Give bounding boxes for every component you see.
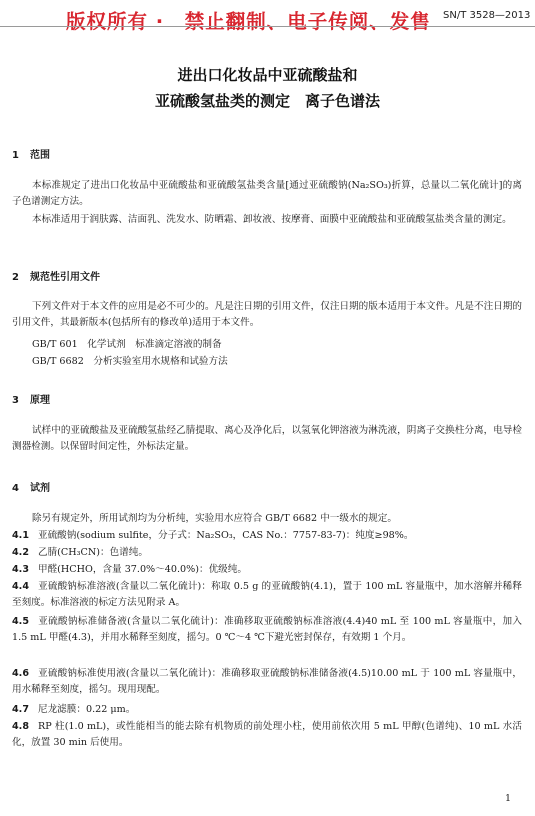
section-title: 规范性引用文件	[30, 272, 100, 283]
clause-number: 4.4	[12, 581, 29, 592]
section-number: 1	[12, 150, 19, 161]
header-rule	[0, 26, 535, 27]
reagent-item	[12, 528, 522, 544]
document-title-line2: 亚硫酸氢盐类的测定 离子色谱法	[154, 92, 380, 110]
reagent-item	[12, 702, 522, 718]
reagent-item	[12, 579, 522, 612]
clause-number: 4.8	[12, 721, 29, 732]
reagent-item	[12, 719, 522, 752]
page-number: 1	[505, 793, 512, 804]
clause-number: 4.6	[12, 668, 29, 679]
reagent-item	[12, 666, 522, 699]
section-title: 试剂	[30, 483, 50, 494]
clause-number: 4.1	[12, 530, 29, 541]
section-heading-reagents	[12, 479, 50, 494]
references-paragraph: 下列文件对于本文件的应用是必不可少的。凡是注日期的引用文件，仅注日期的版本适用于本文件。凡是不注日期的引用文件，其最新版本(包括所有的修改单)适用于本文件。	[12, 301, 522, 329]
section-number: 2	[12, 272, 19, 283]
reference-item: GB/T 6682 分析实验室用水规格和试验方法	[32, 356, 228, 367]
clause-text: 尼龙滤膜：0.22 μm。	[38, 704, 136, 715]
section-heading-principle	[12, 391, 50, 406]
copyright-watermark: 版权所有 · 禁止翻制、电子传阅、发售	[66, 10, 431, 33]
clause-text: RP 柱(1.0 mL)，或性能相当的能去除有机物质的前处理小柱，使用前依次用 5 mL 甲醇(色谱纯)、10 mL 水活化，放置 30 min 后使用。	[12, 721, 522, 749]
clause-text: 亚硫酸钠标准溶液(含量以二氧化硫计)：称取 0.5 g 的亚硫酸钠(4.1)，置于 100 mL 容量瓶中，加水溶解并稀释至刻度。标准溶液的标定方法见附录 A。	[12, 581, 522, 609]
clause-text: 甲醛(HCHO，含量 37.0%～40.0%)：优级纯。	[38, 564, 247, 575]
section-heading-references	[12, 268, 100, 283]
section-title: 范围	[30, 150, 50, 161]
reference-item: GB/T 601 化学试剂 标准滴定溶液的制备	[32, 339, 222, 350]
standard-number: SN/T 3528—2013	[443, 10, 531, 21]
reagent-item	[12, 614, 522, 647]
scope-paragraph-2: 本标准适用于润肤露、洁面乳、洗发水、防晒霜、卸妆液、按摩膏、面膜中亚硫酸盐和亚硫酸氢盐类含量的测定。	[32, 214, 512, 225]
reagents-intro: 除另有规定外，所用试剂均为分析纯，实验用水应符合 GB/T 6682 中一级水的规定。	[32, 513, 397, 524]
clause-text: 亚硫酸钠标准使用液(含量以二氧化硫计)：准确移取亚硫酸钠标准储备液(4.5)10.00 mL 于 100 mL 容量瓶中，用水稀释至刻度，摇匀。现用现配。	[12, 668, 522, 696]
scope-paragraph-1: 本标准规定了进出口化妆品中亚硫酸盐和亚硫酸氢盐类含量[通过亚硫酸钠(Na₂SO₃)折算，总量以二氧化硫计]的离子色谱测定方法。	[12, 180, 522, 208]
section-heading-scope	[12, 146, 50, 161]
section-title: 原理	[30, 395, 50, 406]
clause-text: 亚硫酸钠标准储备液(含量以二氧化硫计)：准确移取亚硫酸钠标准溶液(4.4)40 mL 至 100 mL 容量瓶中，加入 1.5 mL 甲醛(4.3)，并用水稀释至刻度，摇匀。0 ℃～4 ℃下避光密封保存，有效期 1 个月。	[12, 616, 522, 644]
clause-number: 4.2	[12, 547, 29, 558]
clause-text: 乙腈(CH₃CN)：色谱纯。	[38, 547, 148, 558]
principle-paragraph: 试样中的亚硫酸盐及亚硫酸氢盐经乙腈提取、离心及净化后，以氢氧化钾溶液为淋洗液，阴离子交换柱分离，电导检测器检测。以保留时间定性，外标法定量。	[12, 425, 522, 453]
document-title-line1: 进出口化妆品中亚硫酸盐和	[177, 66, 358, 84]
clause-number: 4.5	[12, 616, 29, 627]
clause-number: 4.7	[12, 704, 29, 715]
reagent-item	[12, 545, 522, 561]
section-number: 4	[12, 483, 19, 494]
clause-number: 4.3	[12, 564, 29, 575]
clause-text: 亚硫酸钠(sodium sulfite，分子式：Na₂SO₃，CAS No.：7757-83-7)：纯度≥98%。	[38, 530, 414, 541]
reagent-item	[12, 562, 522, 578]
section-number: 3	[12, 395, 19, 406]
